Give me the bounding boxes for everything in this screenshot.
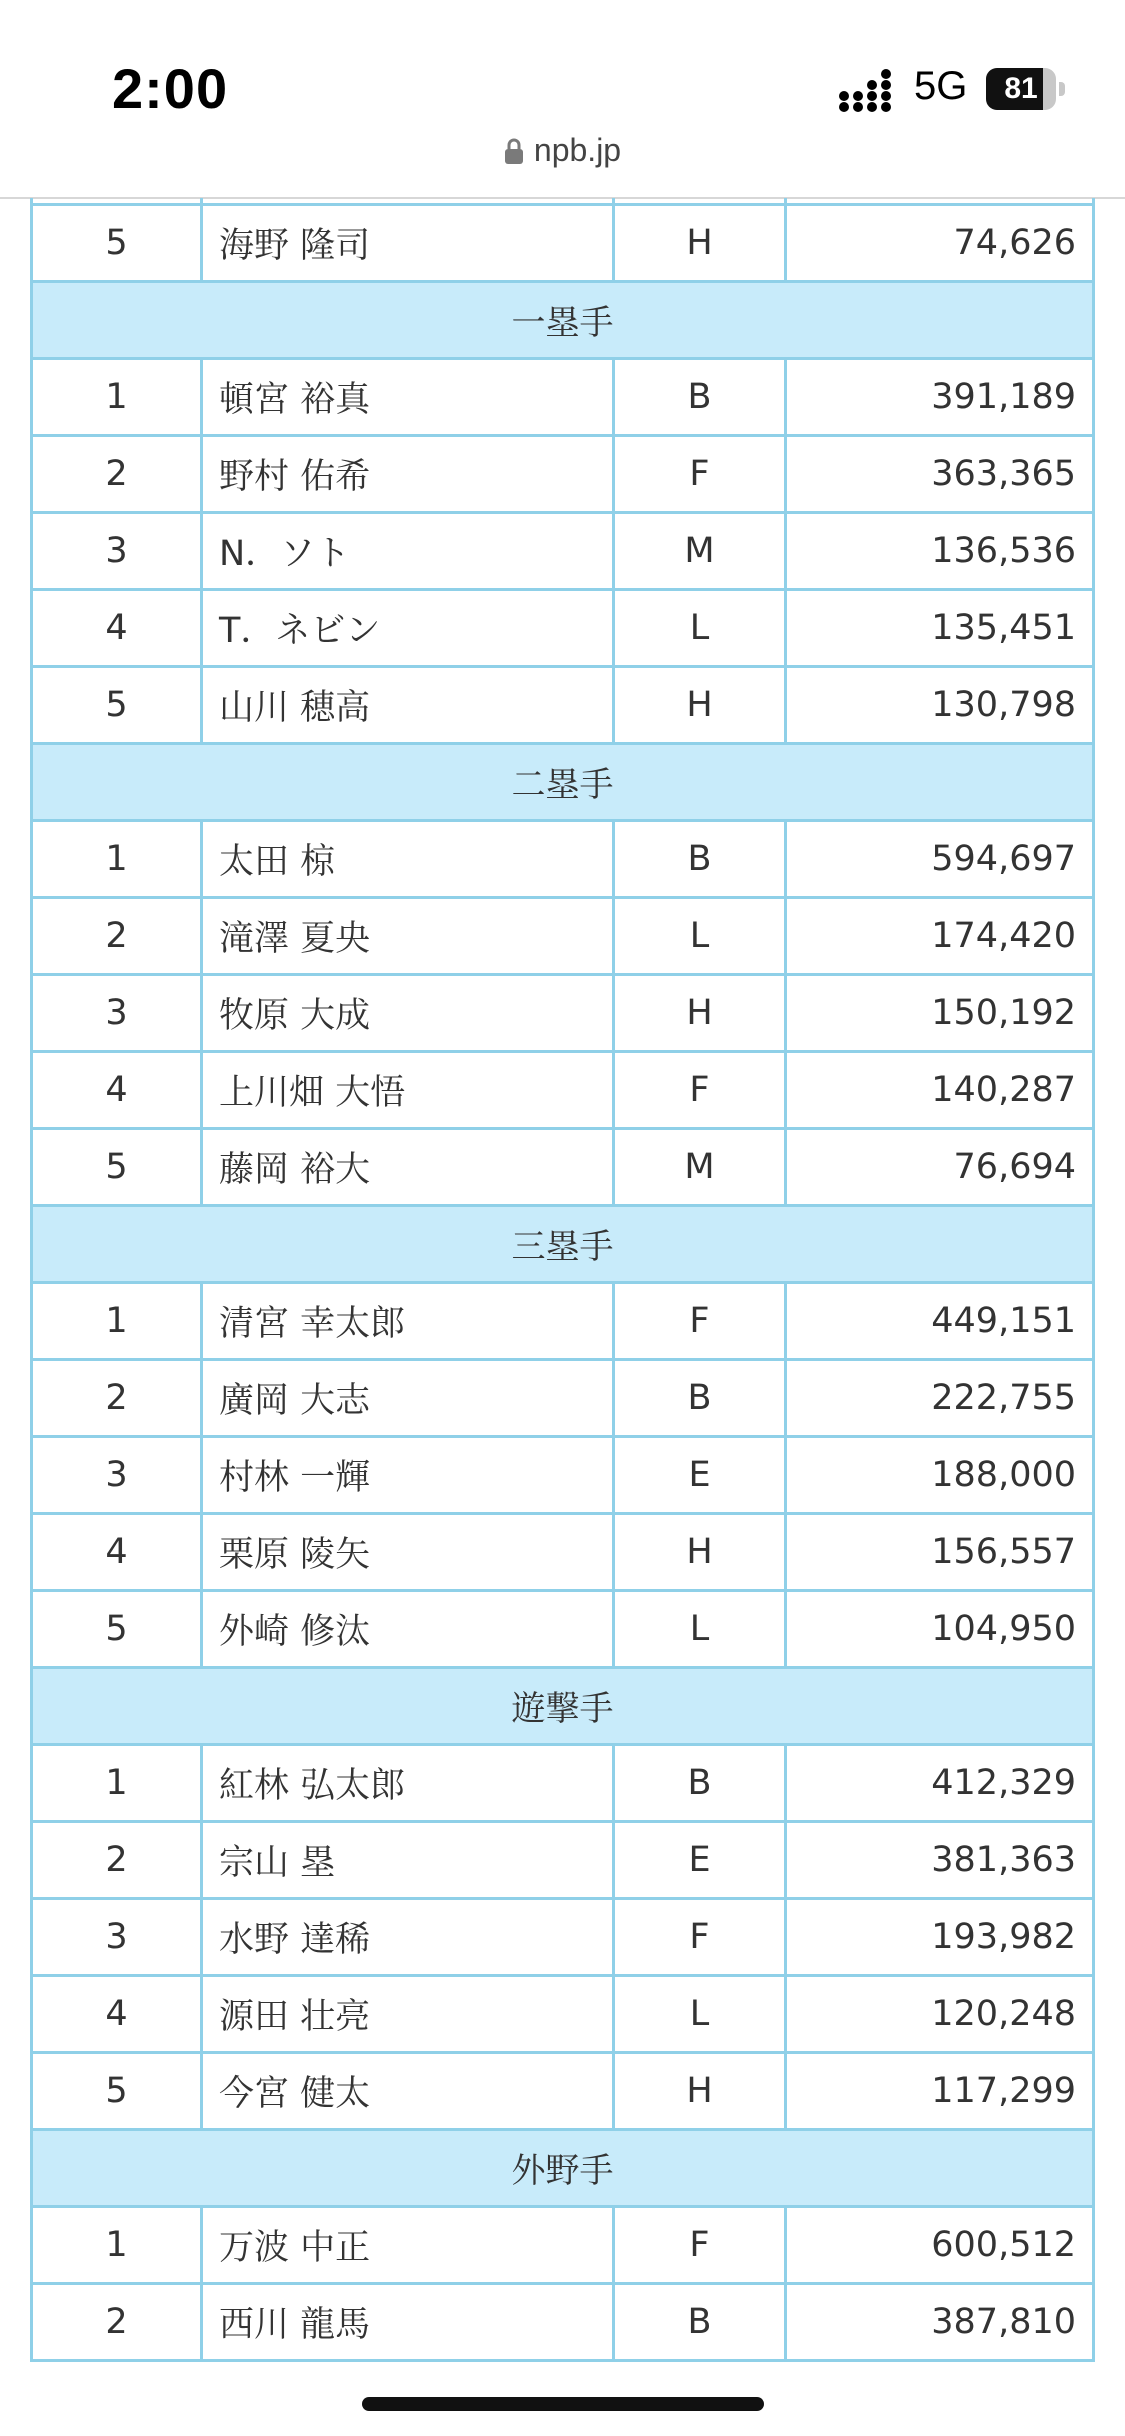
team-cell: B bbox=[614, 820, 786, 897]
table-row bbox=[32, 1282, 1094, 1359]
team-cell: L bbox=[614, 1975, 786, 2052]
team-cell: L bbox=[614, 897, 786, 974]
player-name-cell: 紅林 弘太郎 bbox=[202, 1744, 614, 1821]
team-cell: F bbox=[614, 2206, 786, 2283]
position-header: 外野手 bbox=[32, 2129, 1094, 2206]
rank-cell: 1 bbox=[32, 1744, 202, 1821]
rank-cell: 3 bbox=[32, 512, 202, 589]
rank-cell: 1 bbox=[32, 2206, 202, 2283]
table-row bbox=[32, 435, 1094, 512]
player-name-cell: 藤岡 裕大 bbox=[202, 1128, 614, 1205]
rank-cell: 2 bbox=[32, 897, 202, 974]
votes-cell: 174,420 bbox=[786, 897, 1094, 974]
rank-cell: 4 bbox=[32, 589, 202, 666]
position-header: 二塁手 bbox=[32, 743, 1094, 820]
team-cell: B bbox=[614, 2283, 786, 2360]
table-row bbox=[32, 2206, 1094, 2283]
all-star-vote-table bbox=[30, 198, 1095, 2362]
player-name-cell: 野村 佑希 bbox=[202, 435, 614, 512]
table-row bbox=[32, 1051, 1094, 1128]
position-header-row bbox=[32, 1667, 1094, 1744]
player-name-cell: 外崎 修汰 bbox=[202, 1590, 614, 1667]
team-cell: H bbox=[614, 974, 786, 1051]
team-cell: F bbox=[614, 1282, 786, 1359]
home-indicator[interactable] bbox=[362, 2397, 764, 2411]
rank-cell: 2 bbox=[32, 1821, 202, 1898]
votes-cell: 135,451 bbox=[786, 589, 1094, 666]
team-cell: H bbox=[614, 1513, 786, 1590]
team-cell: B bbox=[614, 358, 786, 435]
team-cell: H bbox=[614, 204, 786, 281]
rank-cell: 4 bbox=[32, 1975, 202, 2052]
status-time: 2:00 bbox=[112, 57, 229, 120]
position-header: 三塁手 bbox=[32, 1205, 1094, 1282]
all-star-vote-table-container bbox=[30, 0, 1095, 2436]
votes-cell: 387,810 bbox=[786, 2283, 1094, 2360]
rank-cell: 2 bbox=[32, 1359, 202, 1436]
team-cell: E bbox=[614, 1821, 786, 1898]
rank-cell: 1 bbox=[32, 1282, 202, 1359]
table-row bbox=[32, 1898, 1094, 1975]
votes-cell: 104,950 bbox=[786, 1590, 1094, 1667]
table-row bbox=[32, 666, 1094, 743]
table-row bbox=[32, 1513, 1094, 1590]
player-name-cell: 廣岡 大志 bbox=[202, 1359, 614, 1436]
table-row bbox=[32, 1359, 1094, 1436]
player-name-cell: 西川 龍馬 bbox=[202, 2283, 614, 2360]
votes-cell: 117,299 bbox=[786, 2052, 1094, 2129]
rank-cell: 3 bbox=[32, 1436, 202, 1513]
table-row bbox=[32, 358, 1094, 435]
rank-cell: 2 bbox=[32, 435, 202, 512]
rank-cell: 1 bbox=[32, 358, 202, 435]
team-cell: F bbox=[614, 1051, 786, 1128]
table-row bbox=[32, 1590, 1094, 1667]
team-cell: H bbox=[614, 666, 786, 743]
battery-percentage: 81 bbox=[1004, 72, 1038, 105]
player-name-cell: 海野 隆司 bbox=[202, 204, 614, 281]
position-header-row bbox=[32, 1205, 1094, 1282]
player-name-cell: N．ソト bbox=[202, 512, 614, 589]
table-row bbox=[32, 1128, 1094, 1205]
player-name-cell: T．ネビン bbox=[202, 589, 614, 666]
team-cell: M bbox=[614, 1128, 786, 1205]
player-name-cell: 上川畑 大悟 bbox=[202, 1051, 614, 1128]
votes-cell: 140,287 bbox=[786, 1051, 1094, 1128]
votes-cell: 391,189 bbox=[786, 358, 1094, 435]
player-name-cell: 水野 達稀 bbox=[202, 1898, 614, 1975]
votes-cell: 150,192 bbox=[786, 974, 1094, 1051]
position-header: 一塁手 bbox=[32, 281, 1094, 358]
rank-cell: 3 bbox=[32, 974, 202, 1051]
table-row bbox=[32, 2052, 1094, 2129]
player-name-cell: 源田 壮亮 bbox=[202, 1975, 614, 2052]
table-row bbox=[32, 820, 1094, 897]
team-cell: F bbox=[614, 435, 786, 512]
votes-cell: 130,798 bbox=[786, 666, 1094, 743]
rank-cell: 5 bbox=[32, 666, 202, 743]
rank-cell: 4 bbox=[32, 1513, 202, 1590]
player-name-cell: 栗原 陵矢 bbox=[202, 1513, 614, 1590]
rank-cell: 2 bbox=[32, 2283, 202, 2360]
votes-cell: 449,151 bbox=[786, 1282, 1094, 1359]
votes-cell: 76,694 bbox=[786, 1128, 1094, 1205]
votes-cell: 193,982 bbox=[786, 1898, 1094, 1975]
table-row bbox=[32, 1436, 1094, 1513]
table-row bbox=[32, 974, 1094, 1051]
rank-cell: 5 bbox=[32, 1128, 202, 1205]
position-header-row bbox=[32, 281, 1094, 358]
team-cell: B bbox=[614, 1744, 786, 1821]
votes-cell: 188,000 bbox=[786, 1436, 1094, 1513]
votes-cell: 600,512 bbox=[786, 2206, 1094, 2283]
team-cell: F bbox=[614, 1898, 786, 1975]
player-name-cell: 万波 中正 bbox=[202, 2206, 614, 2283]
votes-cell: 136,536 bbox=[786, 512, 1094, 589]
team-cell: H bbox=[614, 2052, 786, 2129]
votes-cell: 156,557 bbox=[786, 1513, 1094, 1590]
player-name-cell: 今宮 健太 bbox=[202, 2052, 614, 2129]
votes-cell: 120,248 bbox=[786, 1975, 1094, 2052]
player-name-cell: 牧原 大成 bbox=[202, 974, 614, 1051]
player-name-cell: 清宮 幸太郎 bbox=[202, 1282, 614, 1359]
table-row bbox=[32, 512, 1094, 589]
table-row bbox=[32, 1821, 1094, 1898]
network-type: 5G bbox=[914, 64, 968, 108]
position-header-row bbox=[32, 743, 1094, 820]
votes-cell: 74,626 bbox=[786, 204, 1094, 281]
table-row bbox=[32, 1975, 1094, 2052]
position-header: 遊撃手 bbox=[32, 1667, 1094, 1744]
team-cell: E bbox=[614, 1436, 786, 1513]
player-name-cell: 頓宮 裕真 bbox=[202, 358, 614, 435]
votes-cell: 381,363 bbox=[786, 1821, 1094, 1898]
rank-cell: 3 bbox=[32, 1898, 202, 1975]
rank-cell: 4 bbox=[32, 1051, 202, 1128]
table-row bbox=[32, 204, 1094, 281]
rank-cell: 5 bbox=[32, 1590, 202, 1667]
player-name-cell: 山川 穂高 bbox=[202, 666, 614, 743]
team-cell: L bbox=[614, 589, 786, 666]
url-text[interactable]: npb.jp bbox=[533, 132, 622, 168]
votes-cell: 412,329 bbox=[786, 1744, 1094, 1821]
table-row bbox=[32, 2283, 1094, 2360]
rank-cell: 1 bbox=[32, 820, 202, 897]
team-cell: B bbox=[614, 1359, 786, 1436]
rank-cell: 5 bbox=[32, 204, 202, 281]
table-row bbox=[32, 589, 1094, 666]
table-row bbox=[32, 1744, 1094, 1821]
table-row bbox=[32, 897, 1094, 974]
position-header-row bbox=[32, 2129, 1094, 2206]
player-name-cell: 滝澤 夏央 bbox=[202, 897, 614, 974]
team-cell: M bbox=[614, 512, 786, 589]
player-name-cell: 村林 一輝 bbox=[202, 1436, 614, 1513]
votes-cell: 594,697 bbox=[786, 820, 1094, 897]
player-name-cell: 宗山 塁 bbox=[202, 1821, 614, 1898]
votes-cell: 222,755 bbox=[786, 1359, 1094, 1436]
votes-cell: 363,365 bbox=[786, 435, 1094, 512]
rank-cell: 5 bbox=[32, 2052, 202, 2129]
player-name-cell: 太田 椋 bbox=[202, 820, 614, 897]
team-cell: L bbox=[614, 1590, 786, 1667]
